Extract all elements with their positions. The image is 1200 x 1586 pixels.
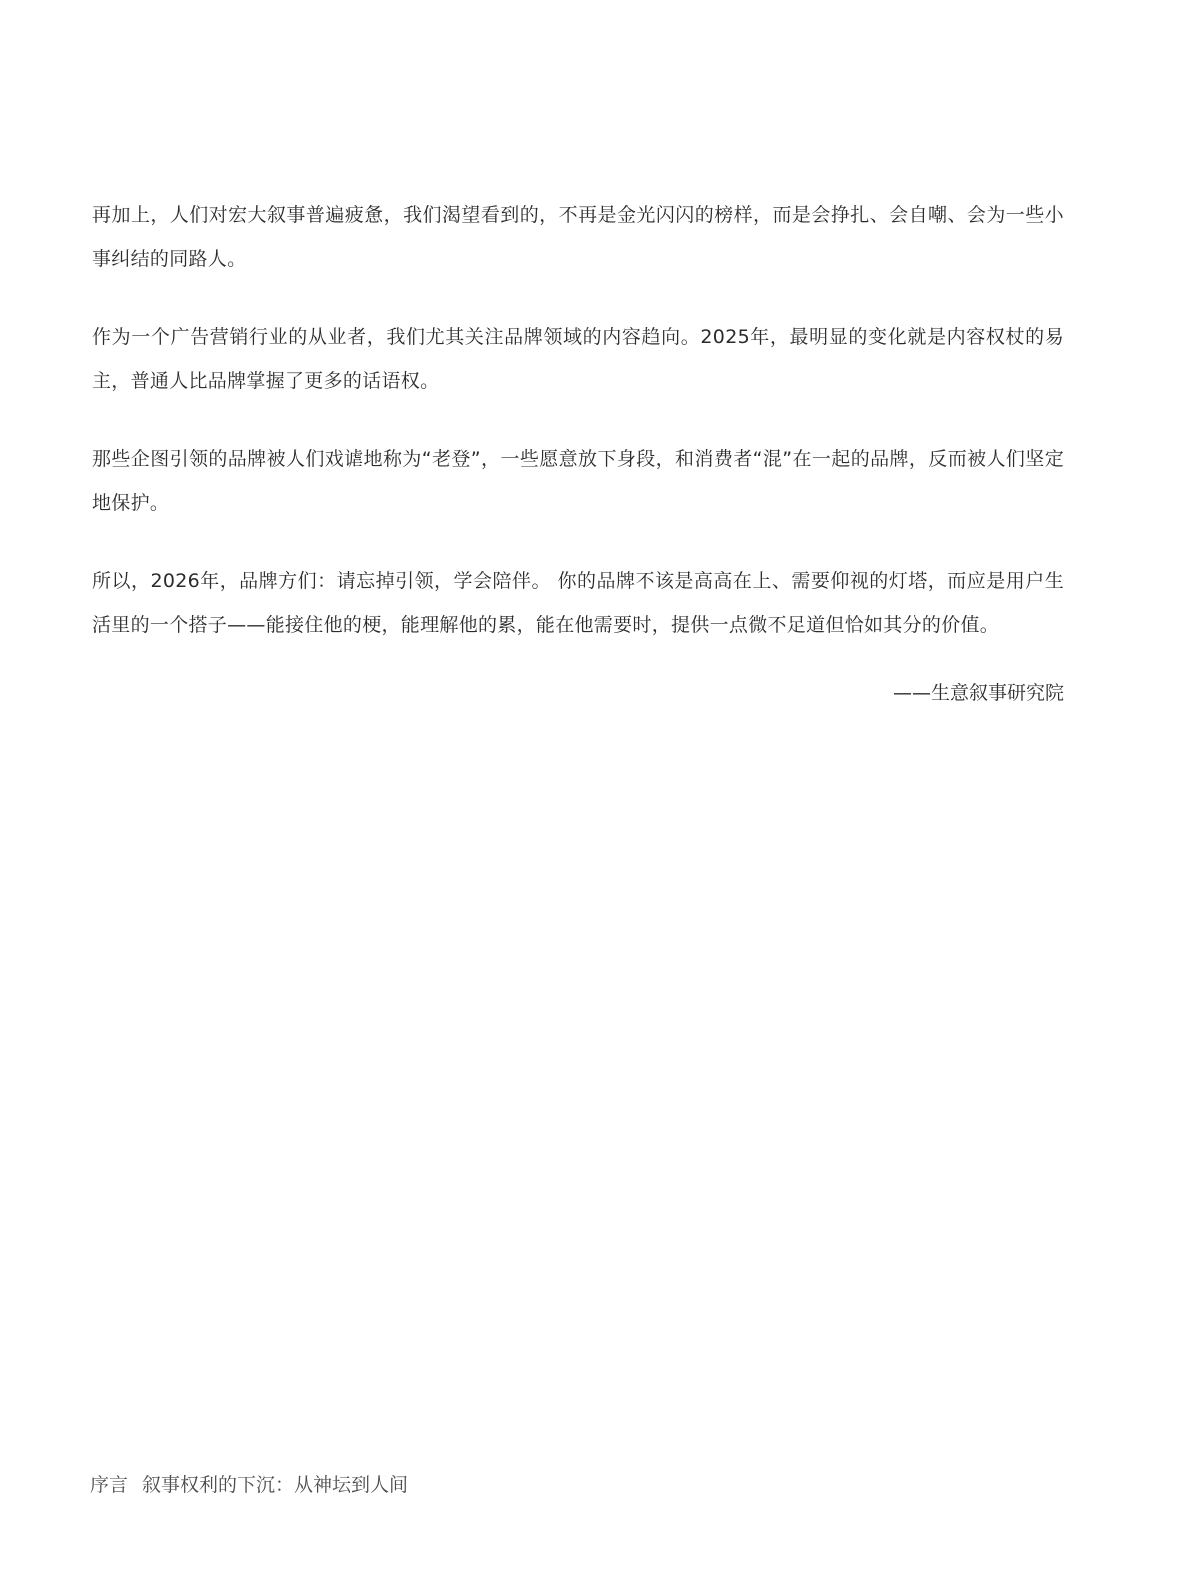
paragraph-3: 那些企图引领的品牌被人们戏谑地称为“老登”，一些愿意放下身段，和消费者“混”在一起的品牌，反而被人们坚定地保护。 <box>92 448 1064 514</box>
paragraph-1: 再加上，人们对宏大叙事普遍疲惫，我们渴望看到的，不再是金光闪闪的榜样，而是会挣扎、会自嘲、会为一些小事纠结的同路人。 <box>92 204 1064 270</box>
document-body <box>92 193 1064 713</box>
signature: ——生意叙事研究院 <box>892 682 1064 704</box>
footer-chapter-title: 叙事权利的下沉：从神坛到人间 <box>142 1474 409 1496</box>
paragraph-2: 作为一个广告营销行业的从业者，我们尤其关注品牌领域的内容趋向。2025年，最明显的变化就是内容权杖的易主，普通人比品牌掌握了更多的话语权。 <box>92 326 1064 392</box>
paragraph-4: 所以，2026年，品牌方们：请忘掉引领，学会陪伴。 你的品牌不该是高高在上、需要仰视的灯塔，而应是用户生活里的一个搭子——能接住他的梗，能理解他的累，能在他需要时，提供一点微不足道但恰如其分的价值。 <box>92 570 1064 636</box>
footer-section-label: 序言 <box>90 1474 129 1496</box>
page-footer <box>90 1470 408 1500</box>
